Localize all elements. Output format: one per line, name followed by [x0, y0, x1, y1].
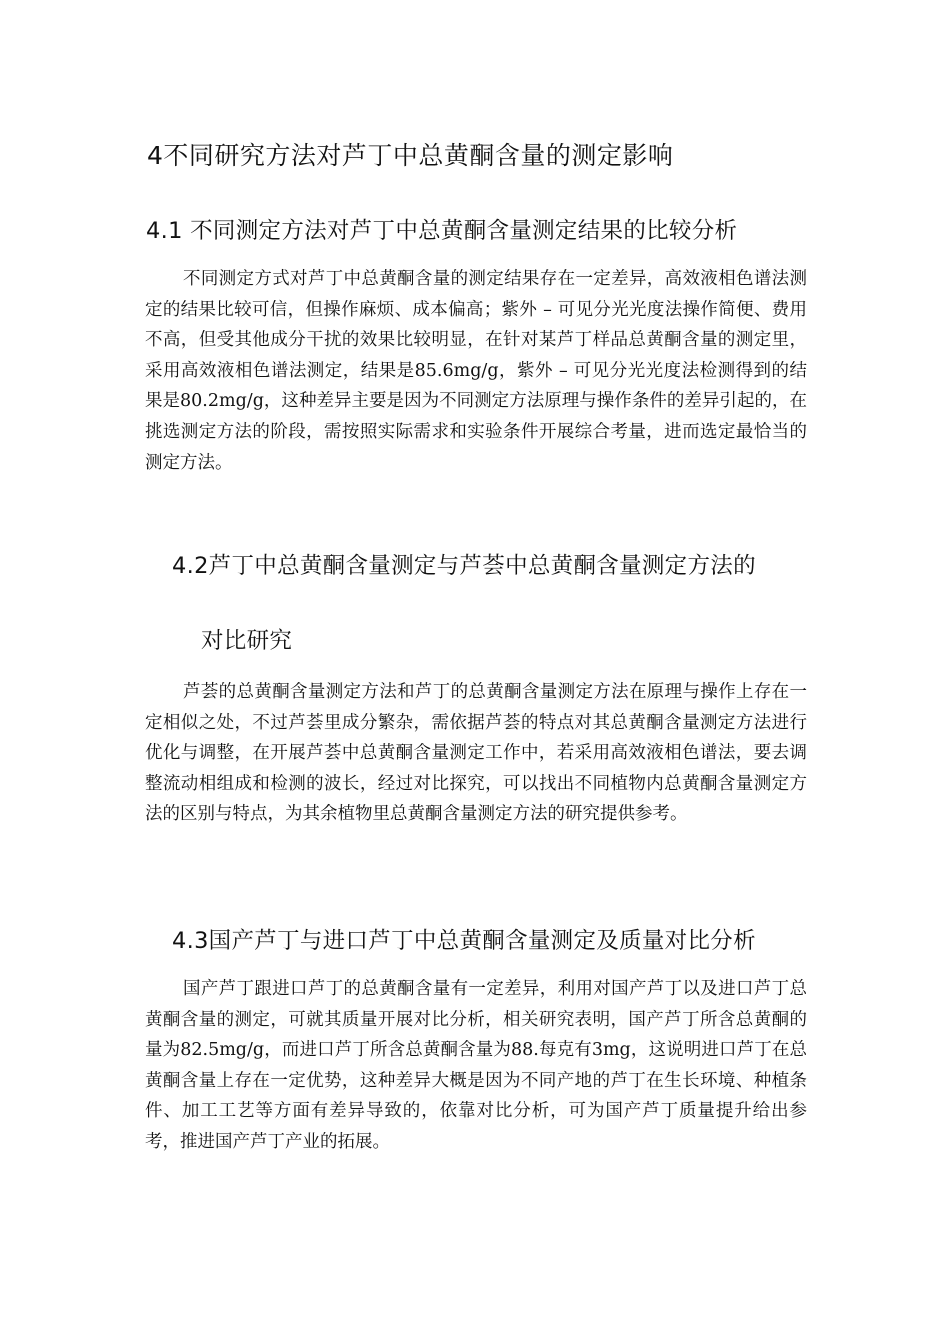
- section-heading-4-1: 4.1 不同测定方法对芦丁中总黄酮含量测定结果的比较分析: [146, 218, 738, 244]
- section-heading-4-3: 4.3国产芦丁与进口芦丁中总黄酮含量测定及质量对比分析: [172, 928, 756, 954]
- section-heading-4-2-line1: 4.2芦丁中总黄酮含量测定与芦荟中总黄酮含量测定方法的: [172, 553, 756, 579]
- section-paragraph-4-1: 不同测定方式对芦丁中总黄酮含量的测定结果存在一定差异，高效液相色谱法测定的结果比较可信，但操作麻烦、成本偏高；紫外 – 可见分光光度法操作简便、费用不高，但受其他成分干扰的效果比较明显，在针对某芦丁样品总黄酮含量的测定里，采用高效液相色谱法测定，结果是85.6mg/g，紫外 – 可见分光光度法检测得到的结果是80.2mg/g，这种差异主要是因为不同测定方法原理与操作条件的差异引起的，在挑选测定方法的阶段，需按照实际需求和实验条件开展综合考量，进而选定最恰当的测定方法。: [145, 269, 807, 473]
- section-paragraph-4-3: 国产芦丁跟进口芦丁的总黄酮含量有一定差异，利用对国产芦丁以及进口芦丁总黄酮含量的测定，可就其质量开展对比分析，相关研究表明，国产芦丁所含总黄酮的量为82.5mg/g，而进口芦丁所含总黄酮含量为88.每克有3mg，这说明进口芦丁在总黄酮含量上存在一定优势，这种差异大概是因为不同产地的芦丁在生长环境、种植条件、加工工艺等方面有差异导致的，依靠对比分析，可为国产芦丁质量提升给出参考，推进国产芦丁产业的拓展。: [145, 979, 807, 1152]
- section-heading-4-2-line2: 对比研究: [201, 628, 293, 654]
- section-paragraph-4-2: 芦荟的总黄酮含量测定方法和芦丁的总黄酮含量测定方法在原理与操作上存在一定相似之处，不过芦荟里成分繁杂，需依据芦荟的特点对其总黄酮含量测定方法进行优化与调整，在开展芦荟中总黄酮含量测定工作中，若采用高效液相色谱法，要去调整流动相组成和检测的波长，经过对比探究，可以找出不同植物内总黄酮含量测定方法的区别与特点，为其余植物里总黄酮含量测定方法的研究提供参考。: [145, 682, 807, 825]
- chapter-heading: 4不同研究方法对芦丁中总黄酮含量的测定影响: [147, 141, 674, 170]
